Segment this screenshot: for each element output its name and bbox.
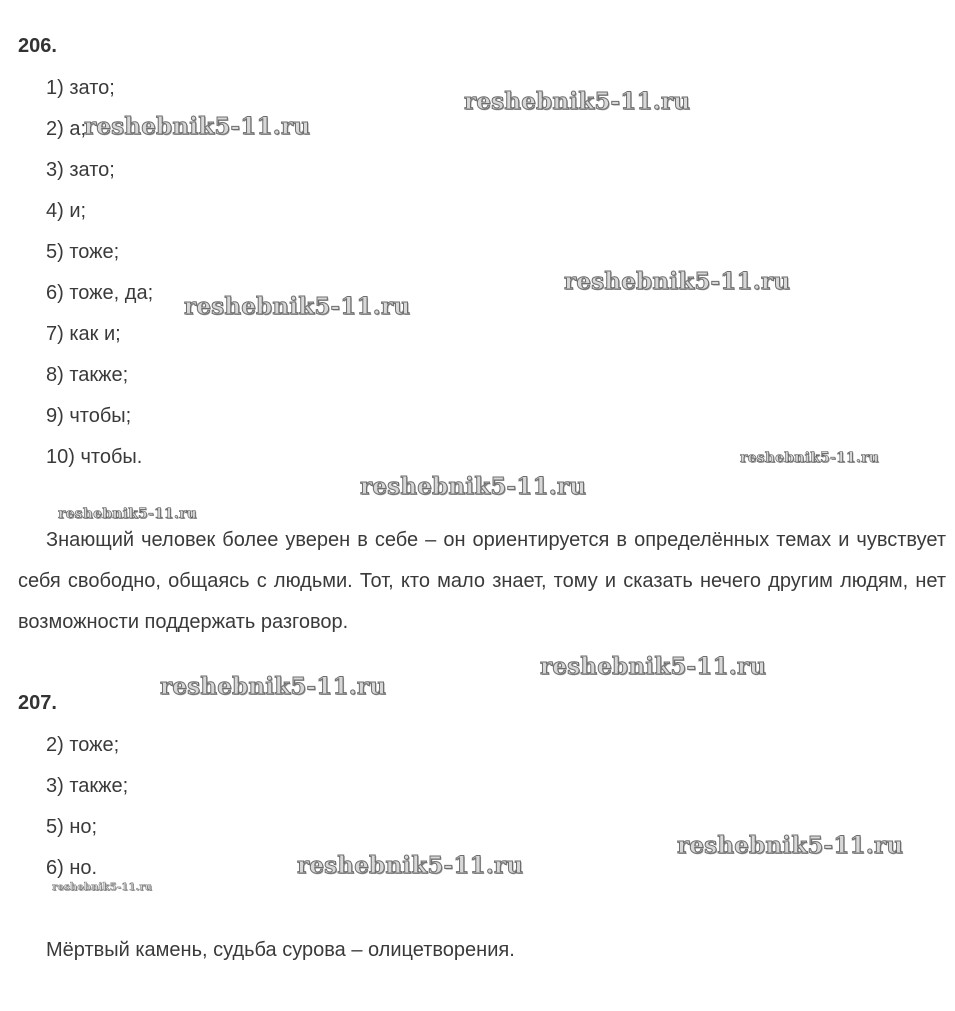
watermark: reshebnik5-11.ru bbox=[297, 852, 524, 879]
watermark: reshebnik5-11.ru bbox=[58, 506, 197, 522]
answer-item: 5) тоже; bbox=[46, 241, 120, 263]
watermark: reshebnik5-11.ru bbox=[464, 88, 691, 115]
watermark: reshebnik5-11.ru bbox=[160, 673, 387, 700]
task206-paragraph: Знающий человек более уверен в себе – он ориентируется в определённых темах и чувствует себя свободно, общаясь с людьми. Тот, кто мало знает, тому и сказать нечего другим людям, нет возможности поддержать разговор. bbox=[18, 529, 946, 633]
answer-item: 6) но. bbox=[46, 857, 98, 879]
watermark: reshebnik5-11.ru bbox=[52, 882, 153, 893]
answer-item: 5) но; bbox=[46, 816, 98, 838]
task-number-207: 207. bbox=[18, 692, 57, 714]
task207-paragraph: Мёртвый камень, судьба сурова – олицетворения. bbox=[46, 939, 515, 961]
answer-item: 4) и; bbox=[46, 200, 87, 222]
watermark: reshebnik5-11.ru bbox=[677, 832, 904, 859]
answer-item: 2) тоже; bbox=[46, 734, 120, 756]
watermark: reshebnik5-11.ru bbox=[84, 113, 311, 140]
answer-item: 7) как и; bbox=[46, 323, 121, 345]
answer-item: 3) также; bbox=[46, 775, 129, 797]
answer-item: 9) чтобы; bbox=[46, 405, 132, 427]
watermark: reshebnik5-11.ru bbox=[360, 473, 587, 500]
watermark: reshebnik5-11.ru bbox=[740, 450, 879, 466]
answer-item: 1) зато; bbox=[46, 77, 115, 99]
answer-item: 2) а; bbox=[46, 118, 87, 140]
watermark: reshebnik5-11.ru bbox=[564, 268, 791, 295]
watermark: reshebnik5-11.ru bbox=[184, 293, 411, 320]
task-number-206: 206. bbox=[18, 35, 57, 57]
answer-item: 6) тоже, да; bbox=[46, 282, 154, 304]
answer-item: 3) зато; bbox=[46, 159, 115, 181]
watermark: reshebnik5-11.ru bbox=[540, 653, 767, 680]
answer-item: 10) чтобы. bbox=[46, 446, 143, 468]
answer-item: 8) также; bbox=[46, 364, 129, 386]
